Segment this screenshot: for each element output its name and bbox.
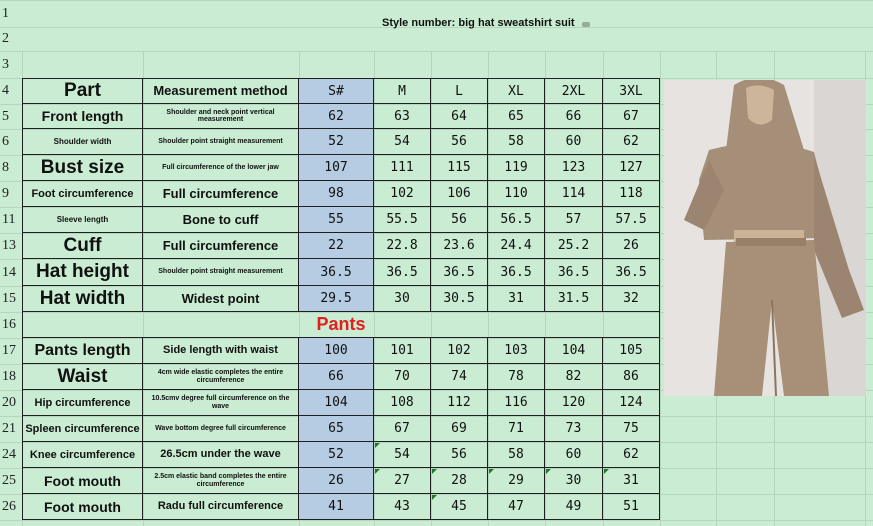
- part-pants-5[interactable]: Foot mouth: [22, 468, 143, 494]
- value-pants-2-2XL[interactable]: 120: [545, 390, 603, 416]
- value-pants-0-3XL[interactable]: 105: [603, 338, 660, 364]
- row-number[interactable]: 5: [2, 108, 9, 124]
- value-pants-6-3XL[interactable]: 51: [603, 494, 660, 520]
- row-number[interactable]: 1: [2, 5, 9, 21]
- header-size-L[interactable]: L: [431, 78, 488, 104]
- value-top-5-M[interactable]: 22.8: [374, 233, 431, 259]
- part-pants-6[interactable]: Foot mouth: [22, 494, 143, 520]
- header-part[interactable]: Part: [22, 78, 143, 104]
- method-pants-6[interactable]: Radu full circumference: [143, 494, 299, 520]
- value-pants-1-2XL[interactable]: 82: [545, 364, 603, 390]
- value-top-7-L[interactable]: 30.5: [431, 286, 488, 312]
- value-pants-6-2XL[interactable]: 49: [545, 494, 603, 520]
- value-top-5-S#[interactable]: 22: [299, 233, 374, 259]
- value-top-3-M[interactable]: 102: [374, 181, 431, 207]
- row-number[interactable]: 17: [2, 343, 16, 358]
- row-number[interactable]: 9: [2, 186, 9, 201]
- value-pants-0-2XL[interactable]: 104: [545, 338, 603, 364]
- part-pants-0[interactable]: Pants length: [22, 338, 143, 364]
- value-top-4-L[interactable]: 56: [431, 207, 488, 233]
- header-size-3XL[interactable]: 3XL: [603, 78, 660, 104]
- header-size-S#[interactable]: S#: [299, 78, 374, 104]
- error-indicator-icon: [375, 443, 380, 448]
- part-pants-1[interactable]: Waist: [22, 364, 143, 390]
- value-pants-4-XL[interactable]: 58: [488, 442, 545, 468]
- style-title: Style number: big hat sweatshirt suit: [382, 17, 575, 29]
- value-pants-3-2XL[interactable]: 73: [545, 416, 603, 442]
- method-top-0[interactable]: Shoulder and neck point vertical measurement: [143, 104, 299, 129]
- header-size-XL[interactable]: XL: [488, 78, 545, 104]
- method-top-6[interactable]: Shoulder point straight measurement: [143, 259, 299, 286]
- value-top-4-M[interactable]: 55.5: [374, 207, 431, 233]
- error-indicator-icon: [375, 469, 380, 474]
- tracksuit-model-image: [664, 80, 866, 396]
- error-indicator-icon: [432, 469, 437, 474]
- value-pants-2-XL[interactable]: 116: [488, 390, 545, 416]
- value-pants-3-L[interactable]: 69: [431, 416, 488, 442]
- method-top-2[interactable]: Full circumference of the lower jaw: [143, 155, 299, 181]
- value-top-4-3XL[interactable]: 57.5: [603, 207, 660, 233]
- value-top-6-2XL[interactable]: 36.5: [545, 259, 603, 286]
- value-pants-5-M[interactable]: 27: [374, 468, 431, 494]
- value-top-3-L[interactable]: 106: [431, 181, 488, 207]
- row-number[interactable]: 13: [2, 238, 16, 253]
- value-pants-5-3XL[interactable]: 31: [603, 468, 660, 494]
- value-top-6-S#[interactable]: 36.5: [299, 259, 374, 286]
- method-top-7[interactable]: Widest point: [143, 286, 299, 312]
- part-top-1[interactable]: Shoulder width: [22, 129, 143, 155]
- header-measurement-method[interactable]: Measurement method: [143, 78, 299, 104]
- value-top-2-XL[interactable]: 119: [488, 155, 545, 181]
- row-number[interactable]: 2: [2, 31, 9, 46]
- value-pants-3-XL[interactable]: 71: [488, 416, 545, 442]
- value-top-0-2XL[interactable]: 66: [545, 104, 603, 129]
- value-pants-1-S#[interactable]: 66: [299, 364, 374, 390]
- row-number[interactable]: 26: [2, 499, 16, 514]
- error-indicator-icon: [489, 469, 494, 474]
- value-pants-4-S#[interactable]: 52: [299, 442, 374, 468]
- value-top-1-2XL[interactable]: 60: [545, 129, 603, 155]
- value-pants-0-XL[interactable]: 103: [488, 338, 545, 364]
- row-number[interactable]: 15: [2, 291, 16, 306]
- value-top-7-S#[interactable]: 29.5: [299, 286, 374, 312]
- value-pants-1-XL[interactable]: 78: [488, 364, 545, 390]
- method-pants-0[interactable]: Side length with waist: [143, 338, 299, 364]
- error-indicator-icon: [546, 469, 551, 474]
- value-top-4-XL[interactable]: 56.5: [488, 207, 545, 233]
- row-number[interactable]: 3: [2, 56, 9, 72]
- value-top-6-3XL[interactable]: 36.5: [603, 259, 660, 286]
- value-top-6-L[interactable]: 36.5: [431, 259, 488, 286]
- value-pants-2-M[interactable]: 108: [374, 390, 431, 416]
- method-pants-3[interactable]: Wave bottom degree full circumference: [143, 416, 299, 442]
- product-photo[interactable]: [664, 80, 866, 396]
- value-top-1-L[interactable]: 56: [431, 129, 488, 155]
- method-pants-1[interactable]: 4cm wide elastic completes the entire circumference: [143, 364, 299, 390]
- value-top-4-S#[interactable]: 55: [299, 207, 374, 233]
- part-pants-2[interactable]: Hip circumference: [22, 390, 143, 416]
- part-top-4[interactable]: Sleeve length: [22, 207, 143, 233]
- value-top-0-L[interactable]: 64: [431, 104, 488, 129]
- part-top-3[interactable]: Foot circumference: [22, 181, 143, 207]
- error-indicator-icon: [432, 495, 437, 500]
- row-number[interactable]: 6: [2, 134, 9, 149]
- header-size-M[interactable]: M: [374, 78, 431, 104]
- value-pants-6-M[interactable]: 43: [374, 494, 431, 520]
- value-top-7-2XL[interactable]: 31.5: [545, 286, 603, 312]
- value-top-3-3XL[interactable]: 118: [603, 181, 660, 207]
- value-top-7-3XL[interactable]: 32: [603, 286, 660, 312]
- value-pants-5-2XL[interactable]: 30: [545, 468, 603, 494]
- method-top-4[interactable]: Bone to cuff: [143, 207, 299, 233]
- method-pants-2[interactable]: 10.5cmv degree full circumference on the wave: [143, 390, 299, 416]
- value-top-1-XL[interactable]: 58: [488, 129, 545, 155]
- value-top-3-2XL[interactable]: 114: [545, 181, 603, 207]
- value-top-4-2XL[interactable]: 57: [545, 207, 603, 233]
- row-number[interactable]: 14: [2, 264, 16, 280]
- value-pants-6-L[interactable]: 45: [431, 494, 488, 520]
- value-pants-5-L[interactable]: 28: [431, 468, 488, 494]
- method-top-5[interactable]: Full circumference: [143, 233, 299, 259]
- value-top-2-L[interactable]: 115: [431, 155, 488, 181]
- method-top-1[interactable]: Shoulder point straight measurement: [143, 129, 299, 155]
- row-number[interactable]: 4: [2, 83, 9, 98]
- row-number[interactable]: 21: [2, 421, 16, 436]
- value-top-1-M[interactable]: 54: [374, 129, 431, 155]
- value-pants-6-XL[interactable]: 47: [488, 494, 545, 520]
- row-number[interactable]: 16: [2, 317, 16, 332]
- part-top-5[interactable]: Cuff: [22, 233, 143, 259]
- value-top-5-2XL[interactable]: 25.2: [545, 233, 603, 259]
- value-pants-4-M[interactable]: 54: [374, 442, 431, 468]
- value-top-7-M[interactable]: 30: [374, 286, 431, 312]
- value-pants-5-S#[interactable]: 26: [299, 468, 374, 494]
- value-top-6-XL[interactable]: 36.5: [488, 259, 545, 286]
- method-pants-4[interactable]: 26.5cm under the wave: [143, 442, 299, 468]
- method-top-3[interactable]: Full circumference: [143, 181, 299, 207]
- value-top-6-M[interactable]: 36.5: [374, 259, 431, 286]
- value-top-2-S#[interactable]: 107: [299, 155, 374, 181]
- row-number[interactable]: 18: [2, 369, 16, 384]
- value-pants-2-3XL[interactable]: 124: [603, 390, 660, 416]
- header-size-2XL[interactable]: 2XL: [545, 78, 603, 104]
- method-pants-5[interactable]: 2.5cm elastic band completes the entire circumference: [143, 468, 299, 494]
- row-number[interactable]: 11: [2, 212, 16, 227]
- value-top-2-2XL[interactable]: 123: [545, 155, 603, 181]
- value-top-7-XL[interactable]: 31: [488, 286, 545, 312]
- value-top-0-XL[interactable]: 65: [488, 104, 545, 129]
- value-top-0-M[interactable]: 63: [374, 104, 431, 129]
- part-top-2[interactable]: Bust size: [22, 155, 143, 181]
- value-top-3-XL[interactable]: 110: [488, 181, 545, 207]
- comment-marker-icon: [582, 22, 590, 27]
- value-top-5-3XL[interactable]: 26: [603, 233, 660, 259]
- value-pants-6-S#[interactable]: 41: [299, 494, 374, 520]
- value-top-1-3XL[interactable]: 62: [603, 129, 660, 155]
- value-pants-3-3XL[interactable]: 75: [603, 416, 660, 442]
- value-pants-4-2XL[interactable]: 60: [545, 442, 603, 468]
- value-pants-0-L[interactable]: 102: [431, 338, 488, 364]
- row-number[interactable]: 8: [2, 160, 9, 175]
- part-pants-3[interactable]: Spleen circumference: [22, 416, 143, 442]
- value-pants-1-L[interactable]: 74: [431, 364, 488, 390]
- value-top-2-M[interactable]: 111: [374, 155, 431, 181]
- part-pants-4[interactable]: Knee circumference: [22, 442, 143, 468]
- part-top-7[interactable]: Hat width: [22, 286, 143, 312]
- value-top-3-S#[interactable]: 98: [299, 181, 374, 207]
- value-pants-3-S#[interactable]: 65: [299, 416, 374, 442]
- value-top-5-L[interactable]: 23.6: [431, 233, 488, 259]
- value-top-2-3XL[interactable]: 127: [603, 155, 660, 181]
- value-pants-1-M[interactable]: 70: [374, 364, 431, 390]
- part-top-6[interactable]: Hat height: [22, 259, 143, 286]
- row-number[interactable]: 25: [2, 473, 16, 488]
- error-indicator-icon: [604, 469, 609, 474]
- row-number[interactable]: 24: [2, 447, 16, 462]
- value-pants-5-XL[interactable]: 29: [488, 468, 545, 494]
- value-top-0-S#[interactable]: 62: [299, 104, 374, 129]
- value-pants-4-3XL[interactable]: 62: [603, 442, 660, 468]
- value-pants-0-S#[interactable]: 100: [299, 338, 374, 364]
- pants-section-label[interactable]: Pants: [22, 312, 660, 338]
- value-top-1-S#[interactable]: 52: [299, 129, 374, 155]
- part-top-0[interactable]: Front length: [22, 104, 143, 129]
- value-pants-4-L[interactable]: 56: [431, 442, 488, 468]
- value-pants-2-S#[interactable]: 104: [299, 390, 374, 416]
- row-number[interactable]: 20: [2, 395, 16, 410]
- value-pants-3-M[interactable]: 67: [374, 416, 431, 442]
- value-pants-0-M[interactable]: 101: [374, 338, 431, 364]
- value-top-0-3XL[interactable]: 67: [603, 104, 660, 129]
- value-pants-1-3XL[interactable]: 86: [603, 364, 660, 390]
- value-pants-2-L[interactable]: 112: [431, 390, 488, 416]
- value-top-5-XL[interactable]: 24.4: [488, 233, 545, 259]
